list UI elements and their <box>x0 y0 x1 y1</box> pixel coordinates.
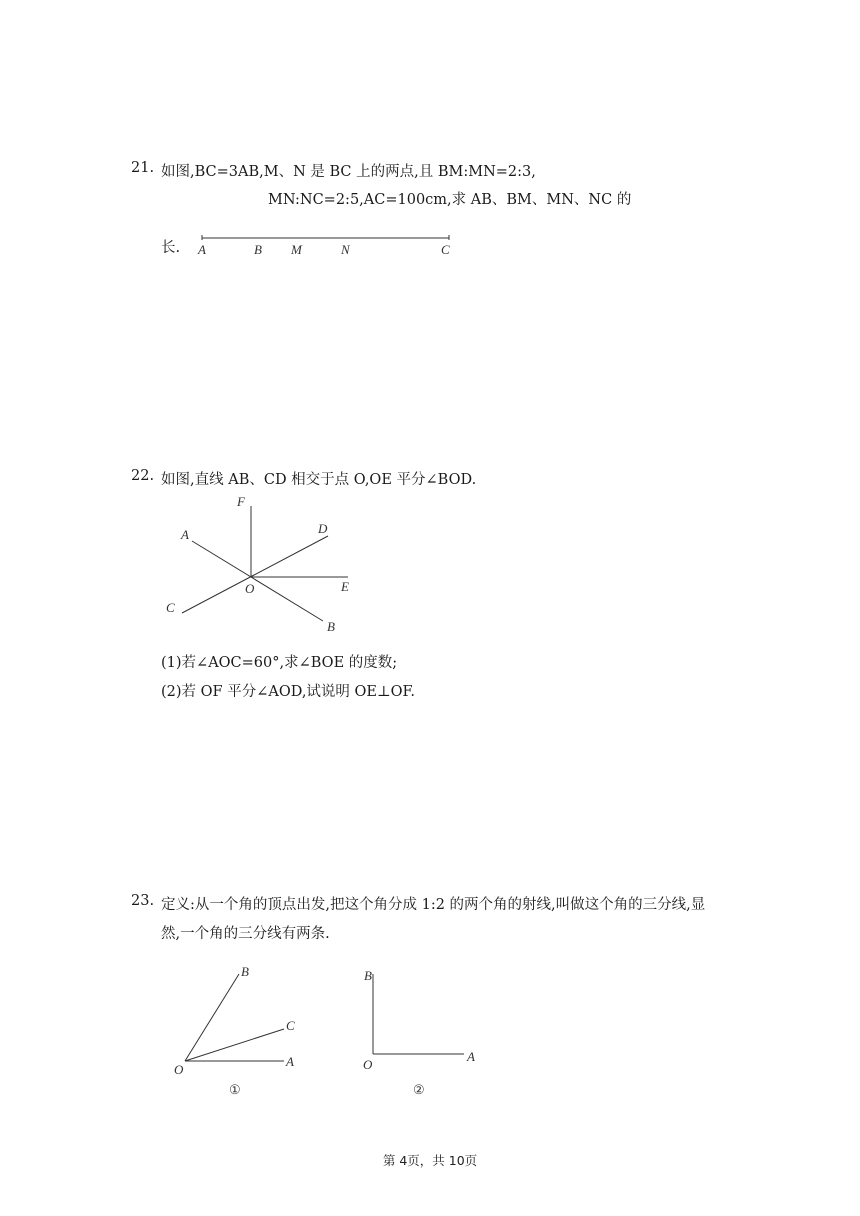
q23-number: 23. <box>131 893 155 909</box>
caption-2: ② <box>413 1082 425 1097</box>
label-b: B <box>364 968 372 983</box>
q21-segment-figure <box>195 228 460 262</box>
label-a: A <box>181 527 189 542</box>
label-e: E <box>341 579 349 594</box>
q21-text-line2: MN:NC=2:5,AC=100cm,求 AB、BM、MN、NC 的 <box>268 192 632 208</box>
label-a: A <box>286 1054 294 1069</box>
page-number-footer: 第 4页，共 10页 <box>382 1153 478 1168</box>
caption-1: ① <box>229 1082 241 1097</box>
q21-text-line3: 长. <box>161 240 181 256</box>
q22-text: 如图,直线 AB、CD 相交于点 O,OE 平分∠BOD. <box>161 472 477 488</box>
label-d: D <box>318 521 328 536</box>
q21-number: 21. <box>131 160 155 176</box>
q22-subquestion-1: (1)若∠AOC=60°,求∠BOE 的度数; <box>161 655 398 671</box>
label-b: B <box>241 964 249 979</box>
q23-text-line2: 然,一个角的三分线有两条. <box>161 926 330 942</box>
q21-text-line1: 如图,BC=3AB,M、N 是 BC 上的两点,且 BM:MN=2:3, <box>161 164 536 180</box>
q23-figure-2 <box>355 958 495 1098</box>
label-c: C <box>286 1018 295 1033</box>
ray-oc <box>185 1029 284 1061</box>
q23-text-line1: 定义:从一个角的顶点出发,把这个角分成 1:2 的两个角的射线,叫做这个角的三分线,显 <box>161 897 706 913</box>
q22-intersecting-lines-figure <box>155 490 365 640</box>
label-m: M <box>291 242 302 257</box>
label-a: A <box>467 1049 475 1064</box>
label-n: N <box>341 242 350 257</box>
label-b: B <box>254 242 262 257</box>
label-a: A <box>198 242 206 257</box>
q22-subquestion-2: (2)若 OF 平分∠AOD,试说明 OE⊥OF. <box>161 684 415 700</box>
label-o: O <box>363 1057 373 1072</box>
label-f: F <box>237 494 245 509</box>
label-o: O <box>174 1062 184 1077</box>
label-b: B <box>327 619 335 634</box>
label-c: C <box>166 600 175 615</box>
q23-figure-1 <box>168 958 308 1098</box>
q22-number: 22. <box>131 468 155 484</box>
line-ab <box>192 541 323 621</box>
label-c: C <box>441 242 450 257</box>
line-cd <box>182 536 328 613</box>
ray-ob <box>185 974 239 1061</box>
label-o: O <box>245 581 255 596</box>
